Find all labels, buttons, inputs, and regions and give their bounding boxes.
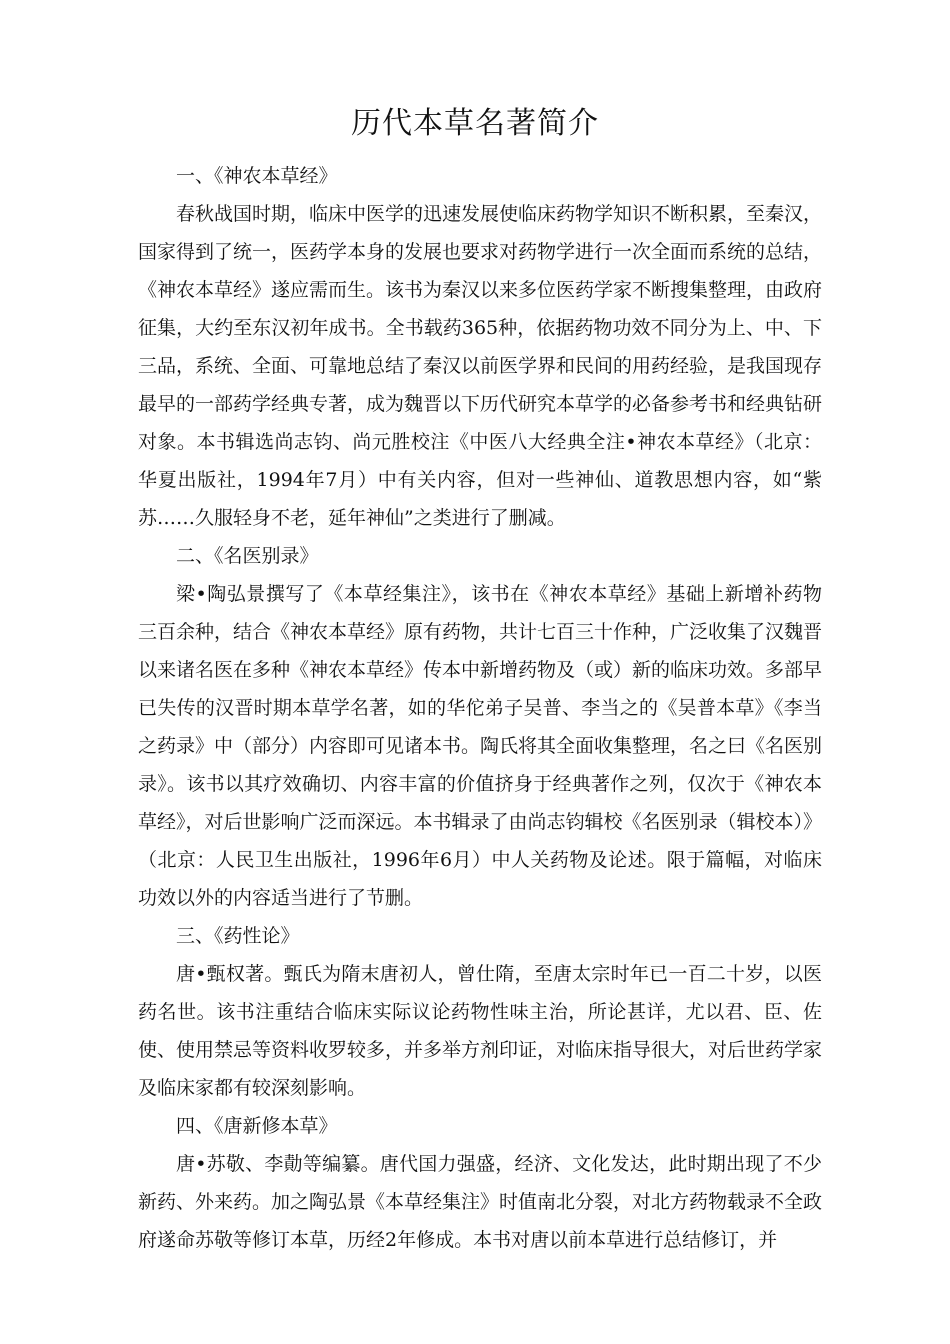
section-text-mingyi: 梁•陶弘景撰写了《本草经集注》，该书在《神农本草经》基础上新增补药物三百余种，结合《神农本草经》原有药物，共计七百三十作种，广泛收集了汉魏晋以来诸名医在多种《神农本草经》传本中新增药物及（或）新的临床功效。多部早已失传的汉晋时期本草学名著，如的华佗弟子吴普、李当之的《吴普本草》《李当之药录》中（部分）内容即可见诸本书。陶氏将其全面收集整理，名之曰《名医别录》。该书以其疗效确切、内容丰富的价值挤身于经典著作之列，仅次于《神农本草经》，对后世影响广泛而深远。本书辑录了由尚志钧辑校《名医别录（辑校本）》（北京：人民卫生出版社，1996年6月）中人关药物及论述。限于篇幅，对临床功效以外的内容适当进行了节删。	[138, 583, 823, 909]
section-text-shennong: 春秋战国时期，临床中医学的迅速发展使临床药物学知识不断积累，至秦汉，国家得到了统一，医药学本身的发展也要求对药物学进行一次全面而系统的总结，《神农本草经》遂应需而生。该书为秦汉以来多位医药学家不断搜集整理，由政府征集，大约至东汉初年成书。全书载药365种，依据药物功效不同分为上、中、下三品，系统、全面、可靠地总结了秦汉以前医学界和民间的用药经验，是我国现存最早的一部药学经典专著，成为魏晋以下历代研究本草学的必备参考书和经典钻研对象。本书辑选尚志钧、尚元胜校注《中医八大经典全注•神农本草经》（北京：华夏出版社，1994年7月）中有关内容，但对一些神仙、道教思想内容，如“紫苏……久服轻身不老，延年神仙”之类进行了删减。	[138, 203, 823, 529]
section-text-tangxinxiu: 唐•苏敬、李勣等编纂。唐代国力强盛，经济、文化发达，此时期出现了不少新药、外来药。加之陶弘景《本草经集注》时值南北分裂，对北方药物载录不全政府遂命苏敬等修订本草，历经2年修成。本书对唐以前本草进行总结修订，并	[138, 1153, 823, 1251]
section-text-yaoxing: 唐•甄权著。甄氏为隋末唐初人，曾仕隋，至唐太宗时年已一百二十岁，以医药名世。该书注重结合临床实际议论药物性味主治，所论甚详，尤以君、臣、佐使、使用禁忌等资料收罗较多，并多举方剂印证，对临床指导很大，对后世药学家及临床家都有较深刻影响。	[138, 963, 823, 1099]
section-heading-mingyi: 二、《名医别录》	[176, 545, 319, 567]
section-heading-yaoxing: 三、《药性论》	[176, 925, 300, 947]
document-title: 历代本草名著简介	[351, 106, 599, 141]
section-heading-shennong: 一、《神农本草经》	[176, 165, 338, 187]
document-body	[138, 157, 822, 1259]
section-heading-tangxinxiu: 四、《唐新修本草》	[176, 1115, 338, 1137]
